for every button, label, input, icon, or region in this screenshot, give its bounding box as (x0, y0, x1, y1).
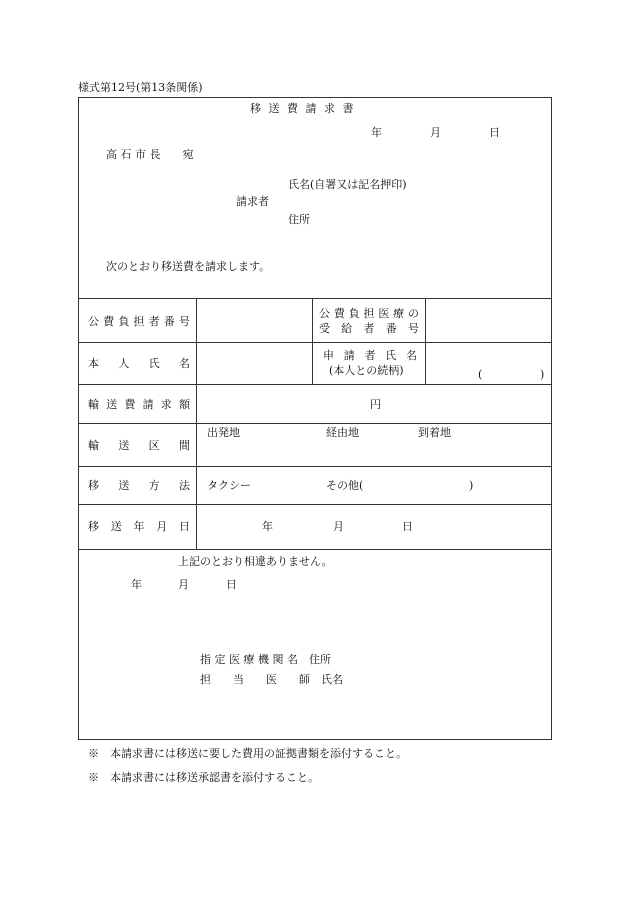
arrival-label: 到着地 (418, 426, 451, 439)
transfer-date-year: 年 (262, 520, 273, 533)
label-column-divider (196, 298, 197, 549)
middle-column-divider (312, 298, 313, 384)
via-label: 経由地 (326, 426, 359, 439)
row-divider-1 (78, 342, 552, 343)
row-divider-5 (78, 504, 552, 505)
relationship-paren-open: ( (478, 368, 483, 381)
form-title: 移 送 費 請 求 書 (250, 102, 356, 115)
method-taxi: タクシー (207, 479, 251, 492)
certification-month: 月 (178, 578, 189, 591)
doctor-label: 担 当 医 師 氏名 (200, 673, 343, 686)
request-statement: 次のとおり移送費を請求します。 (106, 260, 271, 273)
relationship-label: (本人との続柄) (329, 364, 404, 377)
relationship-paren-close: ) (540, 368, 545, 381)
transfer-date-month: 月 (333, 520, 344, 533)
table-top-border (78, 298, 552, 299)
row-divider-3 (78, 423, 552, 424)
right-column-divider (425, 298, 426, 384)
applicant-name-table-label: 申 請 者 氏 名 (323, 349, 417, 362)
row-divider-4 (78, 466, 552, 467)
applicant-name-label: 氏名(自署又は記名押印) (288, 178, 407, 191)
note-1: ※ 本請求書には移送に要した費用の証拠書類を添付すること。 (88, 747, 407, 760)
method-other-close: ) (469, 479, 474, 492)
row-divider-2 (78, 384, 552, 385)
patient-name-label: 本 人 氏 名 (88, 357, 190, 370)
applicant-address-label: 住所 (288, 213, 310, 226)
departure-label: 出発地 (207, 426, 240, 439)
transfer-date-label: 移 送 年 月 日 (88, 520, 190, 533)
addressee: 高 石 市 長 宛 (106, 148, 194, 161)
form-number: 様式第12号(第13条関係) (78, 81, 203, 94)
applicant-role-label: 請求者 (236, 195, 269, 208)
certification-year: 年 (131, 578, 142, 591)
transfer-date-day: 日 (402, 520, 413, 533)
recipient-number-label-line1: 公 費 負 担 医 療 の (319, 307, 419, 320)
form-frame (78, 97, 552, 740)
recipient-number-label-line2: 受 給 者 番 号 (319, 322, 419, 335)
amount-label: 輸 送 費 請 求 額 (88, 398, 190, 411)
section-label: 輸 送 区 間 (88, 439, 190, 452)
method-label: 移 送 方 法 (88, 479, 190, 492)
certification-text: 上記のとおり相違ありません。 (178, 555, 333, 568)
date-month: 月 (430, 126, 441, 139)
date-year: 年 (371, 126, 382, 139)
institution-label: 指 定 医 療 機 関 名 住所 (200, 653, 331, 666)
amount-unit: 円 (370, 398, 381, 411)
certification-day: 日 (226, 578, 237, 591)
table-bottom-border (78, 549, 552, 550)
note-2: ※ 本請求書には移送承認書を添付すること。 (88, 771, 319, 784)
date-day: 日 (489, 126, 500, 139)
payer-number-label: 公 費 負 担 者 番 号 (88, 315, 190, 328)
method-other: その他( (326, 479, 364, 492)
